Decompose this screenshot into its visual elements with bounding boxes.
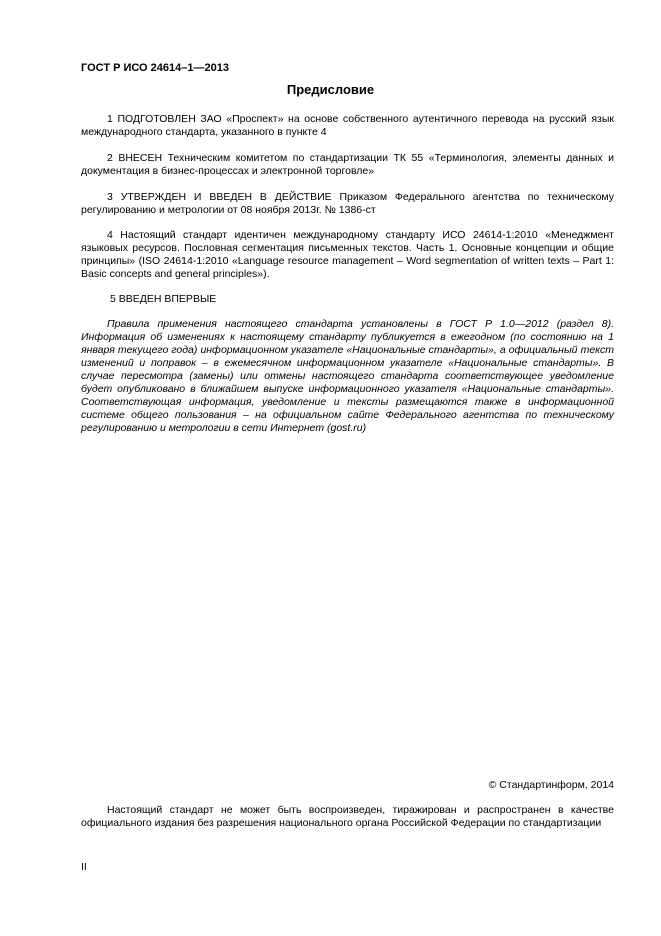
- standard-code: ГОСТ Р ИСО 24614–1—2013: [81, 62, 229, 74]
- paragraph-2: 2 ВНЕСЕН Техническим комитетом по стандартизации ТК 55 «Терминология, элементы данных и документация в бизнес-процессах и электронной торговле»: [81, 152, 614, 177]
- copyright: © Стандартинформ, 2014: [488, 779, 614, 791]
- paragraph-5: 5 ВВЕДЕН ВПЕРВЫЕ: [110, 293, 217, 305]
- page-title: Предисловие: [286, 82, 375, 97]
- page-number: II: [81, 861, 87, 873]
- reproduction-notice: Настоящий стандарт не может быть воспроизведен, тиражирован и распространен в качестве официального издания без разрешения национального органа Российской Федерации по стандартизации: [81, 804, 614, 829]
- application-rules: Правила применения настоящего стандарта установлены в ГОСТ Р 1.0—2012 (раздел 8). Информация об изменениях к настоящему стандарту публикуется в ежегодном (по состоянию на 1 января текущего года) информационном указателе «Национальные стандарты», а официальный текст изменений и поправок – в ежемесячном информационном указателе «Национальные стандарты». В случае пересмотра (замены) или отмены настоящего стандарта соответствующее уведомление будет опубликовано в ближайшем выпуске информационного указателя «Национальные стандарты». Соответствующая информация, уведомление и тексты размещаются также в информационной системе общего пользования – на официальном сайте Федерального агентства по техническому регулированию и метрологии в сети Интернет (gost.ru): [81, 318, 614, 434]
- paragraph-3: 3 УТВЕРЖДЕН И ВВЕДЕН В ДЕЙСТВИЕ Приказом Федерального агентства по техническому регулированию и метрологии от 08 ноября 2013г. № 1386-ст: [81, 191, 614, 216]
- paragraph-1: 1 ПОДГОТОВЛЕН ЗАО «Проспект» на основе собственного аутентичного перевода на русский язык международного стандарта, указанного в пункте 4: [81, 113, 614, 138]
- paragraph-4: 4 Настоящий стандарт идентичен международному стандарту ИСО 24614-1:2010 «Менеджмент языковых ресурсов. Пословная сегментация письменных текстов. Часть 1. Основные концепции и общие принципы» (ISO 24614-1:2010 «Language resource management – Word segmentation of written texts – Part 1: Basic concepts and general principles»).: [81, 229, 614, 280]
